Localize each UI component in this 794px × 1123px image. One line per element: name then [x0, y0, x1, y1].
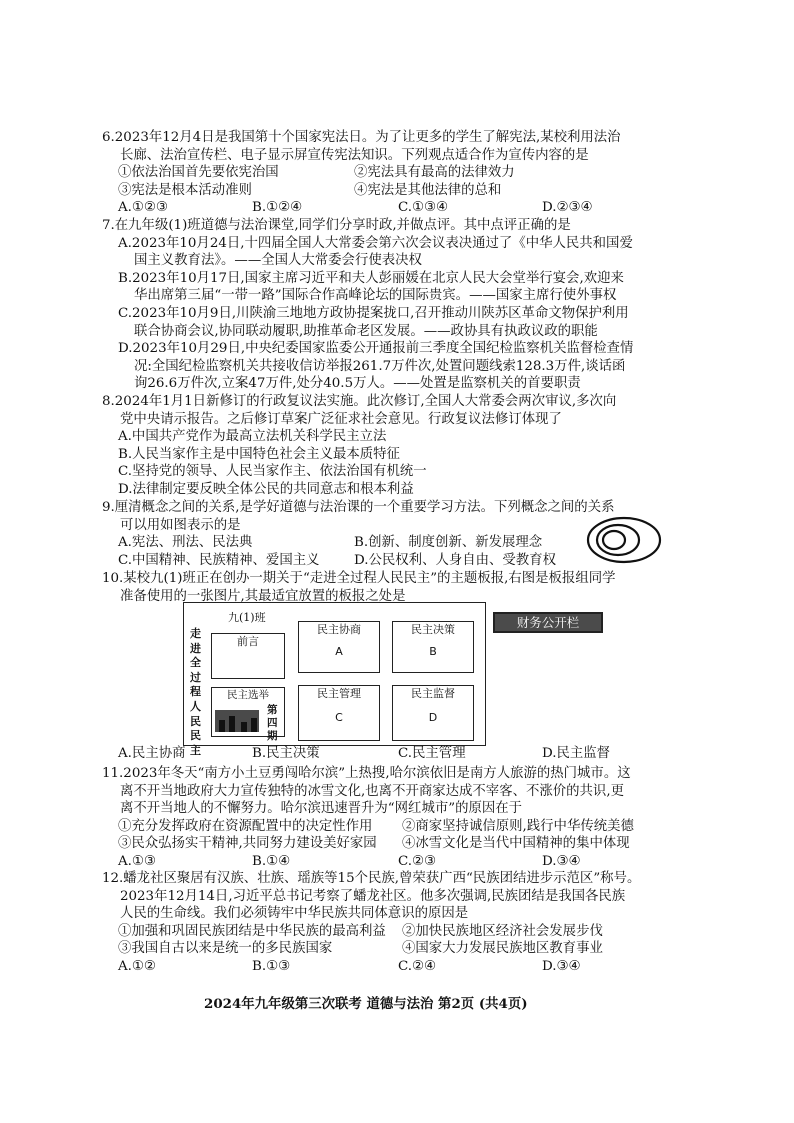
box-letter: C: [335, 710, 343, 724]
q11-statement: ④冰雪文化是当代中国精神的集中体现: [402, 836, 630, 852]
q12-statement-row: [102, 940, 722, 958]
q12-stem-line-3: 人民的生命线。我们必须铸牢中华民族共同体意识的原因是: [120, 906, 469, 922]
q12-choices: [102, 958, 722, 976]
q12-statement: ④国家大力发展民族地区教育事业: [402, 941, 603, 957]
q6-stem-line-1: 6.2023年12月4日是我国第十个国家宪法日。为了让更多的学生了解宪法,某校利用法治: [102, 130, 621, 145]
question-12: [102, 870, 722, 976]
board-box-d: [392, 685, 474, 741]
q6-statement: ③宪法是根本活动准则: [118, 182, 252, 198]
q12-choice-c: C.②④: [398, 958, 437, 974]
q11-statement-row: [102, 835, 722, 853]
q10-choice-d: D.民主监督: [542, 746, 611, 761]
q10-stem-line-2: 准备使用的一张图片,其最适宜放置的板报之处是: [120, 588, 406, 604]
q9-option-a: A.宪法、刑法、民法典: [118, 535, 253, 551]
q8-stem-line-2: 党中央请示报告。之后修订草案广泛征求社会意见。行政复议法修订体现了: [120, 411, 562, 427]
question-10: [102, 570, 722, 605]
question-8: [102, 393, 722, 499]
q7-option-a-line-2: 国主义教育法》。——全国人大常委会行使表决权: [134, 253, 422, 269]
q9-option-b: B.创新、制度创新、新发展理念: [354, 535, 543, 551]
q9-option-c: C.中国精神、民族精神、爱国主义: [118, 552, 320, 568]
q6-statement: ④宪法是其他法律的总和: [354, 182, 502, 198]
q11-statement: ②商家坚持诚信原则,践行中华传统美德: [402, 818, 634, 834]
q8-option-a: A.中国共产党作为最高立法机关科学民主立法: [118, 429, 387, 445]
board-election-box: [211, 687, 285, 742]
question-7: [102, 217, 722, 393]
preface-label: 前言: [234, 635, 262, 648]
board-box-c: [298, 685, 380, 741]
box-title: 民主监督: [408, 687, 458, 700]
board-box-a: [298, 621, 380, 673]
q6-choices: [102, 199, 722, 217]
q10-stem-line-1: 10.某校九(1)班正在创办一期关于“走进全过程人民民主”的主题板报,右图是板报组同学: [102, 571, 616, 586]
q11-stem-line-2: 离不开当地政府大力宣传独特的冰雪文化,也离不开商家达成不宰客、不涨价的共识,更: [120, 783, 624, 799]
q12-statement: ①加强和巩固民族团结是中华民族的最高利益: [118, 923, 386, 939]
q6-choice-c: C.①③④: [398, 200, 449, 216]
q12-statement: ②加快民族地区经济社会发展步伐: [402, 923, 603, 939]
q12-statement-row: [102, 923, 722, 941]
q11-stem-line-1: 11.2023年冬天“南方小土豆勇闯哈尔滨”上热搜,哈尔滨依旧是南方人旅游的热门城市。这: [102, 766, 631, 781]
q11-choice-d: D.③④: [542, 853, 581, 869]
q11-statement: ①充分发挥政府在资源配置中的决定性作用: [118, 818, 373, 834]
q11-choice-c: C.②③: [398, 853, 437, 869]
q9-option-d: D.公民权利、人身自由、受教育权: [354, 552, 556, 568]
q11-stem-line-3: 离不开当地人的不懈努力。哈尔滨迅速晋升为“网红城市”的原因在于: [120, 801, 523, 817]
box-letter: B: [429, 645, 437, 658]
box-title: 民主管理: [314, 687, 364, 700]
q10-choices: [102, 745, 722, 763]
q10-choice-c: C.民主管理: [398, 746, 466, 761]
q8-option-d: D.法律制定要反映全体公民的共同意志和根本利益: [118, 481, 414, 497]
q6-statement-row: [102, 164, 722, 182]
inner-circle: [603, 531, 625, 549]
q11-choice-b: B.①④: [252, 853, 291, 869]
q7-stem: 7.在九年级(1)班道德与法治课堂,同学们分享时政,并做点评。其中点评正确的是: [102, 218, 571, 233]
box-title: 民主协商: [314, 623, 364, 636]
q12-choice-d: D.③④: [542, 958, 581, 974]
q7-option-b: [102, 270, 722, 305]
q6-stem-line-2: 长廊、法治宣传栏、电子显示屏宣传宪法知识。下列观点适合作为宣传内容的是: [120, 147, 589, 163]
q11-choice-a: A.①③: [118, 853, 156, 869]
q9-stem-line-1: 9.厘清概念之间的关系,是学好道德与法治课的一个重要学习方法。下列概念之间的关系: [102, 500, 615, 515]
q11-choices: [102, 853, 722, 871]
q12-choice-a: A.①②: [118, 958, 156, 974]
q7-option-d-line-1: D.2023年10月29日,中央纪委国家监委公开通报前三季度全国纪检监察机关监督检查情: [118, 341, 634, 357]
board-preface-box: [211, 633, 285, 679]
q8-option-c: C.坚持党的领导、人民当家作主、依法治国有机统一: [118, 464, 427, 480]
q6-choice-d: D.②③④: [542, 200, 593, 216]
box-letter: D: [428, 710, 438, 724]
q6-statement-row: [102, 182, 722, 200]
question-6: [102, 129, 722, 217]
q10-choice-b: B.民主决策: [252, 746, 320, 761]
question-11: [102, 765, 722, 871]
q11-statement-row: [102, 818, 722, 836]
q7-option-a-line-1: A.2023年10月24日,十四届全国人大常委会第六次会议表决通过了《中华人民共和国爱: [118, 235, 633, 251]
q8-option-b: B.人民当家作主是中国特色社会主义最本质特征: [118, 446, 400, 462]
q7-option-b-line-1: B.2023年10月17日,国家主席习近平和夫人彭丽媛在北京人民大会堂举行宴会,欢迎来: [118, 270, 624, 286]
q6-statement: ①依法治国首先要依宪治国: [118, 165, 279, 181]
concentric-circles-diagram: [586, 516, 662, 564]
finance-disclosure-picture: 财务公开栏: [493, 612, 603, 633]
board-class-label: 九(1)班: [228, 611, 266, 624]
q6-choice-a: A.①②③: [118, 200, 168, 216]
q12-stem-line-1: 12.蟠龙社区聚居有汉族、壮族、瑶族等15个民族,曾荣获广西“民族团结进步示范区”称号。: [102, 871, 641, 886]
page-footer: 2024年九年级第三次联考 道德与法治 第2页 (共4页): [204, 996, 528, 1012]
board-box-b: [392, 621, 474, 673]
election-photo: [215, 710, 259, 732]
q12-statement: ③我国自古以来是统一的多民族国家: [118, 941, 333, 957]
q10-choices-wrap: [102, 745, 722, 763]
q8-stem-line-1: 8.2024年1月1日新修订的行政复议法实施。此次修订,全国人大常委会两次审议,多次向: [102, 394, 617, 409]
q7-option-d-line-3: 询26.6万件次,立案47万件,处分40.5万人。——处置是监察机关的首要职责: [134, 376, 581, 392]
election-label: 民主选举: [227, 689, 269, 701]
q11-statement: ③民众弘扬实干精神,共同努力建设美好家园: [118, 836, 377, 852]
box-letter: A: [335, 645, 343, 658]
issue-label: 第四期: [267, 704, 278, 742]
q7-option-b-line-2: 华出席第三届“一带一路”国际合作高峰论坛的国际贵宾。——国家主席行使外事权: [134, 288, 617, 304]
q6-statement: ②宪法具有最高的法律效力: [354, 165, 515, 181]
q7-option-a: [102, 235, 722, 270]
q10-choice-a: A.民主协商: [118, 746, 186, 761]
box-title: 民主决策: [408, 623, 458, 636]
q7-option-d-line-2: 况:全国纪检监察机关共接收信访举报261.7万件次,处置问题线索128.3万件,谈话函: [134, 358, 626, 374]
q7-option-c-line-1: C.2023年10月9日,川陕渝三地地方政协提案拢口,召开推动川陕苏区革命文物保护利用: [118, 305, 629, 321]
q9-stem-line-2: 可以用如图表示的是: [120, 517, 241, 533]
q6-choice-b: B.①②④: [252, 200, 303, 216]
q7-option-d: [102, 340, 722, 393]
q7-option-c-line-2: 联合协商会议,协同联动履职,助推革命老区发展。——政协具有执政议政的职能: [134, 323, 598, 339]
board-vertical-title: 走进全过程人民民主: [190, 627, 201, 757]
q12-stem-line-2: 2023年12月14日,习近平总书记考察了蟠龙社区。他多次强调,民族团结是我国各民族: [120, 888, 626, 904]
q7-option-c: [102, 305, 722, 340]
q12-choice-b: B.①③: [252, 958, 291, 974]
